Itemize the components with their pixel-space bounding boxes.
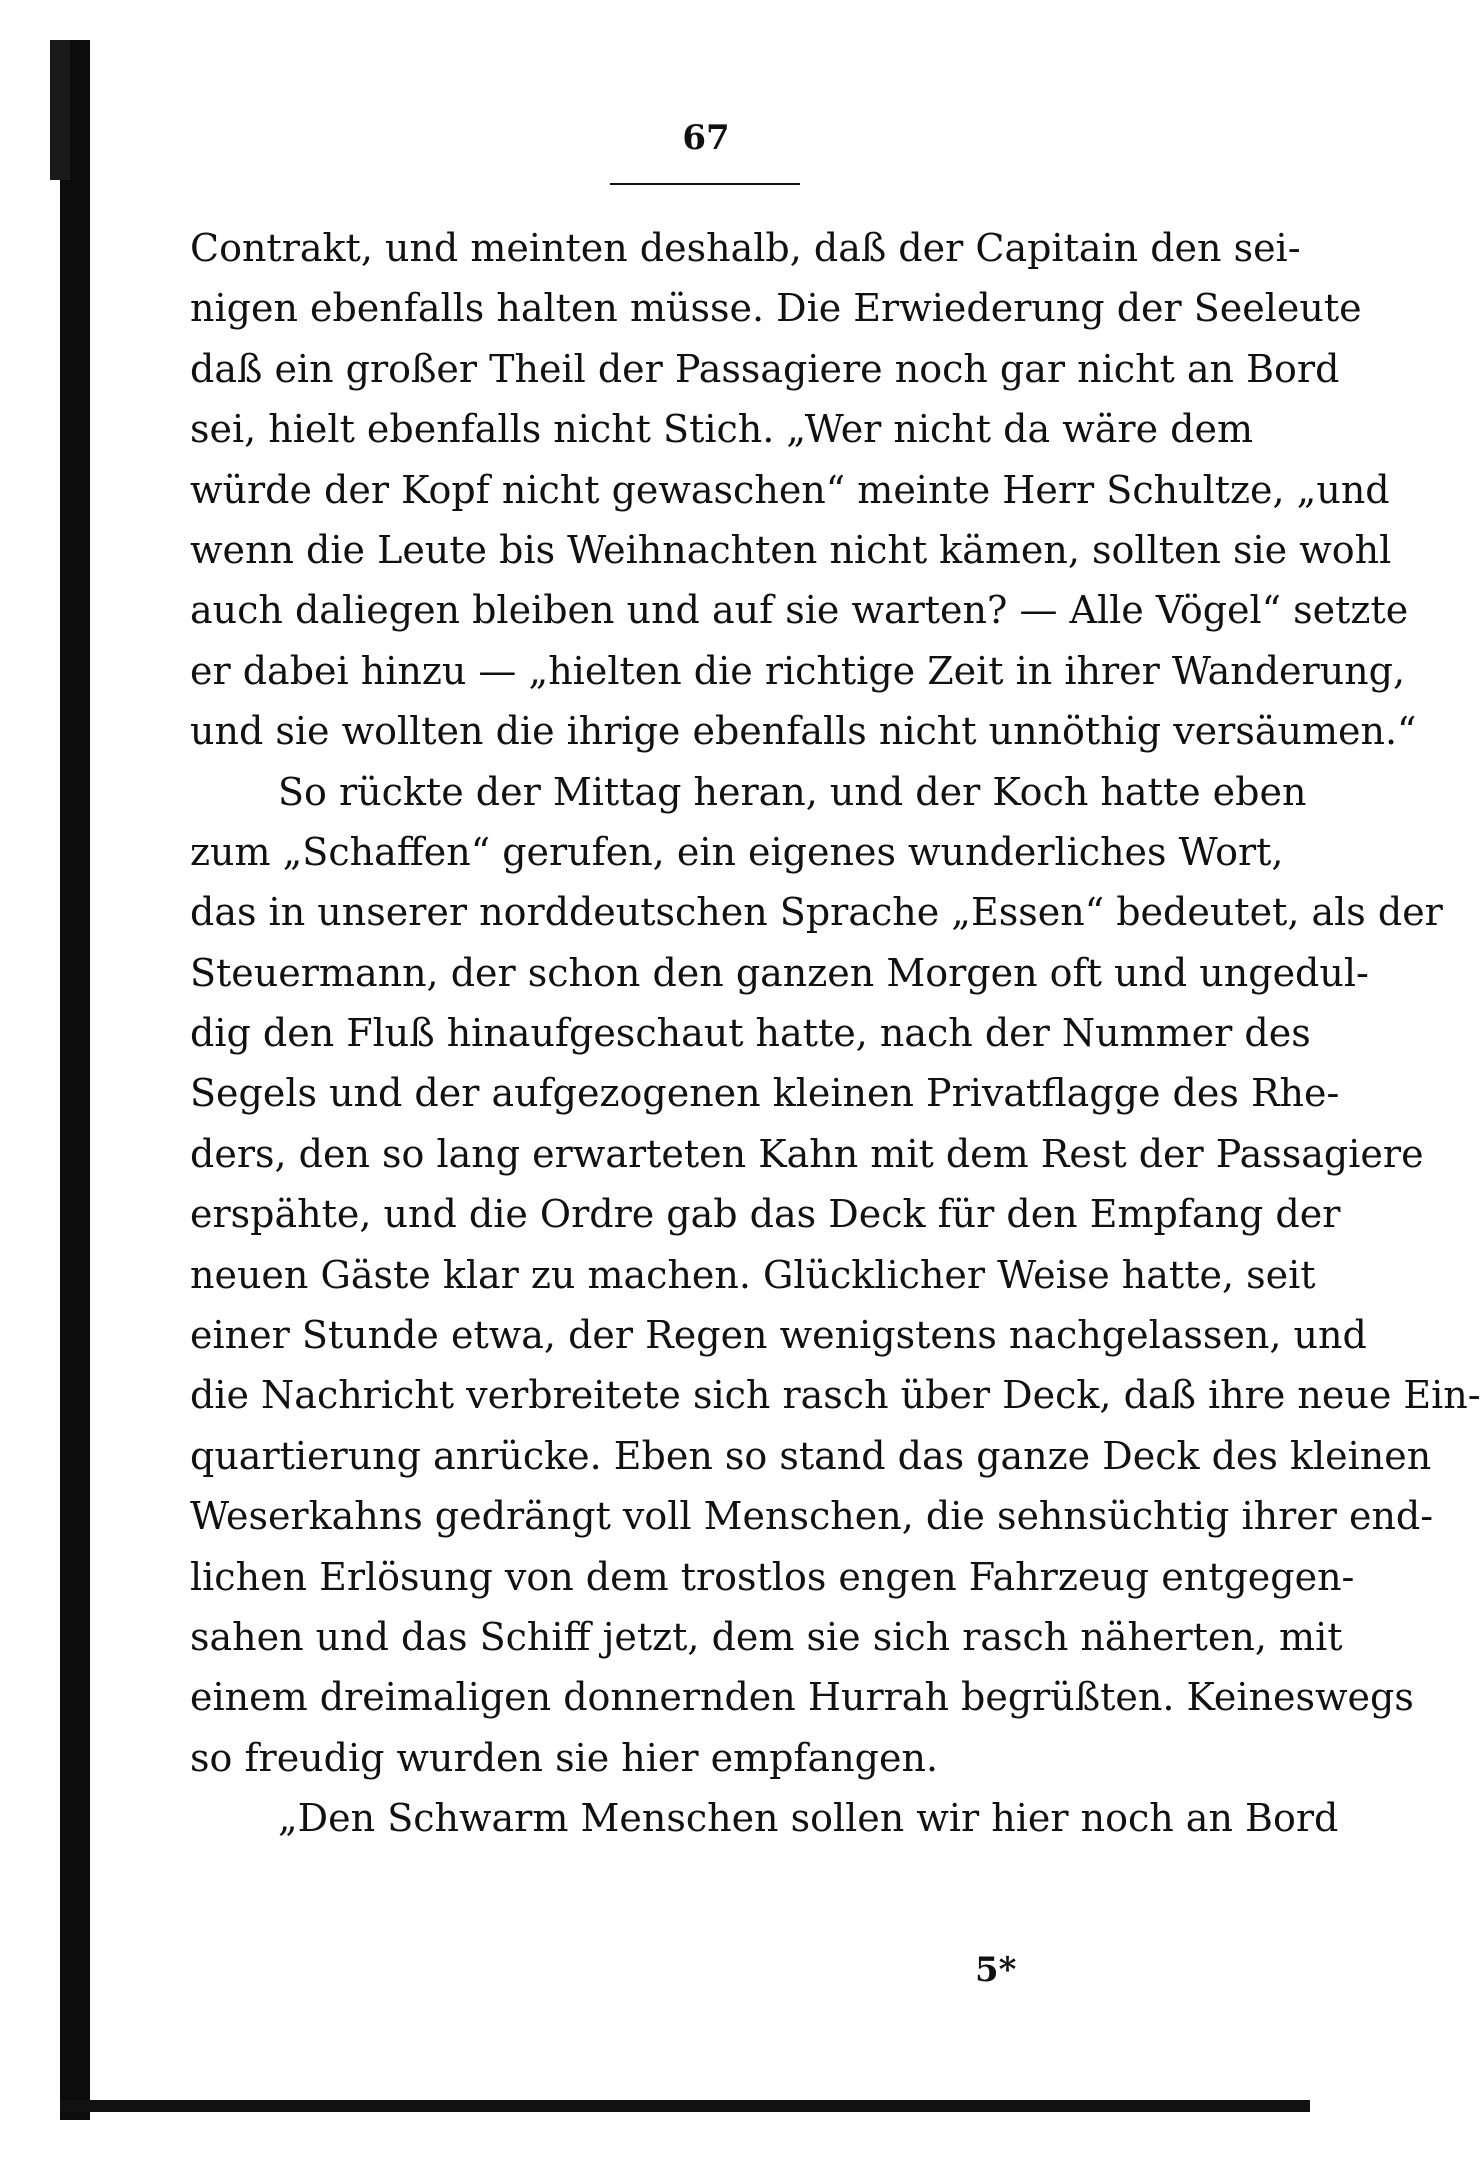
- text-line: er dabei hinzu — „hielten die richtige Zeit in ihrer Wanderung,: [190, 648, 1406, 693]
- scan-edge-left: [60, 40, 90, 2120]
- text-line: quartierung anrücke. Eben so stand das ganze Deck des kleinen: [190, 1433, 1432, 1478]
- text-line: so freudig wurden sie hier empfangen.: [190, 1735, 939, 1780]
- text-line: das in unserer norddeutschen Sprache „Essen“ bedeutet, als der: [190, 890, 1443, 935]
- scan-edge-bottom: [60, 2100, 1310, 2112]
- paragraph-start-line: So rückte der Mittag heran, und der Koch hatte eben: [278, 769, 1307, 814]
- text-line: dig den Fluß hinaufgeschaut hatte, nach der Nummer des: [190, 1011, 1311, 1056]
- text-line: Segels und der aufgezogenen kleinen Privatflagge des Rhe-: [190, 1071, 1340, 1116]
- paragraph-start-line: „Den Schwarm Menschen sollen wir hier noch an Bord: [278, 1796, 1339, 1841]
- text-line: einem dreimaligen donnernden Hurrah begrüßten. Keineswegs: [190, 1675, 1414, 1720]
- text-line: erspähte, und die Ordre gab das Deck für den Empfang der: [190, 1192, 1341, 1237]
- text-line: würde der Kopf nicht gewaschen“ meinte Herr Schultze, „und: [190, 467, 1390, 512]
- text-line: und sie wollten die ihrige ebenfalls nicht unnöthig versäumen.“: [190, 709, 1417, 754]
- body-text: [190, 218, 1481, 1849]
- signature-mark: 5*: [975, 1950, 1017, 1990]
- page-number-rule: [610, 183, 800, 185]
- text-line: wenn die Leute bis Weihnachten nicht kämen, sollten sie wohl: [190, 527, 1392, 572]
- text-line: einer Stunde etwa, der Regen wenigstens nachgelassen, und: [190, 1313, 1367, 1358]
- text-line: sahen und das Schiff jetzt, dem sie sich rasch näherten, mit: [190, 1614, 1343, 1659]
- text-line: Contrakt, und meinten deshalb, daß der Capitain den sei-: [190, 226, 1301, 270]
- text-line: lichen Erlösung von dem trostlos engen Fahrzeug entgegen-: [190, 1554, 1355, 1599]
- text-line: Steuermann, der schon den ganzen Morgen oft und ungedul-: [190, 950, 1369, 995]
- text-line: zum „Schaffen“ gerufen, ein eigenes wunderliches Wort,: [190, 829, 1284, 874]
- text-line: neuen Gäste klar zu machen. Glücklicher Weise hatte, seit: [190, 1252, 1316, 1297]
- text-line: auch daliegen bleiben und auf sie warten? — Alle Vögel“ setzte: [190, 588, 1409, 633]
- text-line: daß ein großer Theil der Passagiere noch gar nicht an Bord: [190, 346, 1340, 391]
- page-number: 67: [682, 118, 730, 158]
- text-line: Weserkahns gedrängt voll Menschen, die sehnsüchtig ihrer end-: [190, 1494, 1434, 1539]
- text-line: sei, hielt ebenfalls nicht Stich. „Wer nicht da wäre dem: [190, 407, 1253, 452]
- text-line: ders, den so lang erwarteten Kahn mit dem Rest der Passagiere: [190, 1131, 1424, 1176]
- text-line: die Nachricht verbreitete sich rasch über Deck, daß ihre neue Ein-: [190, 1373, 1481, 1418]
- text-line: nigen ebenfalls halten müsse. Die Erwiederung der Seeleute: [190, 286, 1362, 331]
